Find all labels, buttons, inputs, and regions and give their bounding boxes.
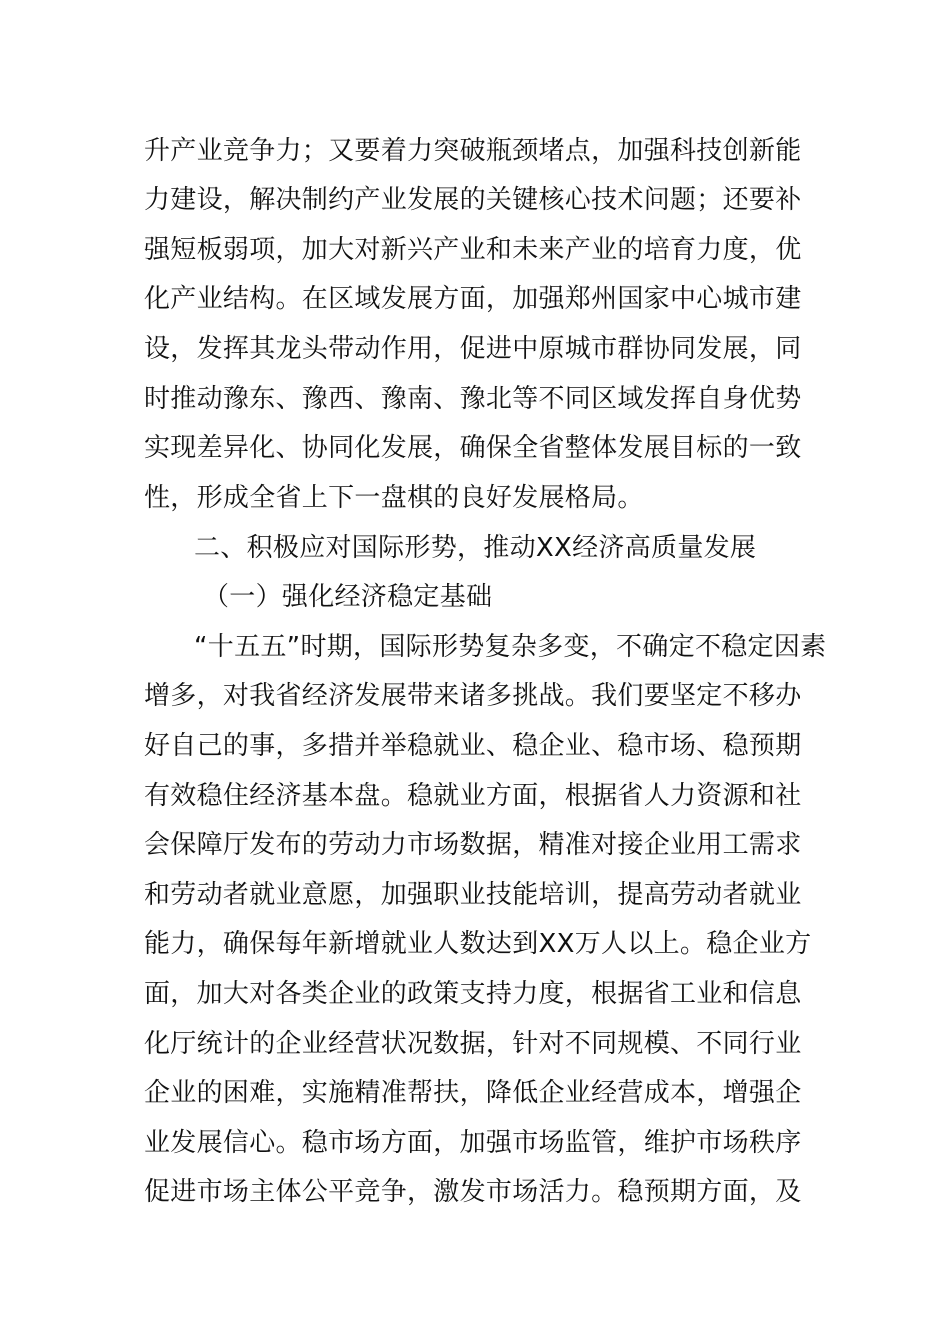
text-line: 升产业竞争力；又要着力突破瓶颈堵点，加强科技创新能 [144,136,802,166]
text-line: 业发展信心。稳市场方面，加强市场监管，维护市场秩序 [144,1128,802,1158]
text-line: “十五五”时期，国际形势复杂多变，不确定不稳定因素 [194,632,827,662]
text-line: 性，形成全省上下一盘棋的良好发展格局。 [144,483,644,513]
text-line: 力建设，解决制约产业发展的关键核心技术问题；还要补 [144,185,802,215]
text-line: 会保障厅发布的劳动力市场数据，精准对接企业用工需求 [144,830,802,860]
text-line: 和劳动者就业意愿，加强职业技能培训，提高劳动者就业 [144,880,802,910]
section-heading: 二、积极应对国际形势，推动XX经济高质量发展 [194,533,757,563]
text-line: 有效稳住经济基本盘。稳就业方面，根据省人力资源和社 [144,781,802,811]
text-line: 设，发挥其龙头带动作用，促进中原城市群协同发展，同 [144,334,802,364]
text-line: 面，加大对各类企业的政策支持力度，根据省工业和信息 [144,979,802,1009]
text-line: 实现差异化、协同化发展，确保全省整体发展目标的一致 [144,433,802,463]
text-line: 促进市场主体公平竞争，激发市场活力。稳预期方面，及 [144,1177,802,1207]
text-line: 企业的困难，实施精准帮扶，降低企业经营成本，增强企 [144,1078,802,1108]
subsection-heading: （一）强化经济稳定基础 [203,582,493,612]
text-line: 化厅统计的企业经营状况数据，针对不同规模、不同行业 [144,1029,802,1059]
text-line: 强短板弱项，加大对新兴产业和未来产业的培育力度，优 [144,235,802,265]
text-line: 化产业结构。在区域发展方面，加强郑州国家中心城市建 [144,284,802,314]
text-line: 时推动豫东、豫西、豫南、豫北等不同区域发挥自身优势 [144,384,802,414]
text-line: 能力，确保每年新增就业人数达到XX万人以上。稳企业方 [144,929,812,959]
text-line: 增多，对我省经济发展带来诸多挑战。我们要坚定不移办 [144,681,802,711]
text-line: 好自己的事，多措并举稳就业、稳企业、稳市场、稳预期 [144,731,802,761]
